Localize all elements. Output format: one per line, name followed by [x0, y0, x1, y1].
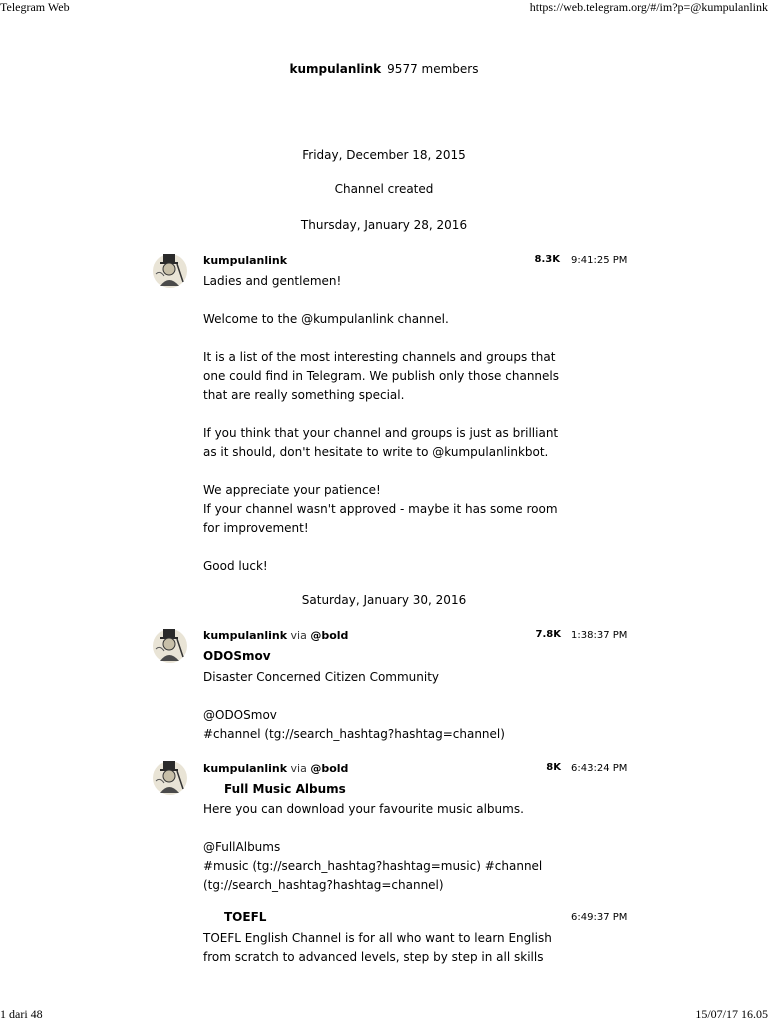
message-header [203, 254, 287, 267]
card-title[interactable]: ODOSmov [203, 649, 271, 663]
message-text: Ladies and gentlemen! Welcome to the @kumpulanlink channel. It is a list of the most interesting channels and groups that one could find in Telegram. We publish only those channels that are really something special. If you think that your channel and groups is just as brilliant as it should, don't hesitate to write to @kumpulanlinkbot. We appreciate your patience! If your channel wasn't approved - maybe it has some room for improvement! Good luck! [203, 274, 559, 573]
message-header [203, 629, 348, 642]
via-label: via [290, 629, 307, 642]
message-text: TOEFL English Channel is for all who want to learn English from scratch to advanced levels, step by step in all skills [203, 931, 552, 964]
card-title[interactable]: TOEFL [224, 910, 267, 924]
print-footer-datetime: 15/07/17 16.05 [695, 1007, 768, 1021]
service-message: Channel created [334, 182, 434, 196]
date-separator: Friday, December 18, 2015 [302, 148, 466, 162]
message-text: Here you can download your favourite music albums. @FullAlbums #music (tg://search_hashtag?hashtag=music) #channel (tg://search_hashtag?hashtag=channel) [203, 802, 543, 892]
member-count: 9577 members [387, 62, 479, 76]
vintage-man-tophat-avatar-icon[interactable] [152, 252, 188, 290]
message-time: 6:43:24 PM [571, 763, 628, 774]
message-time: 9:41:25 PM [571, 255, 628, 266]
via-bot-link[interactable]: @bold [310, 762, 349, 775]
card-title[interactable]: Full Music Albums [224, 782, 346, 796]
vintage-man-tophat-avatar-icon[interactable] [152, 627, 188, 665]
via-bot-link[interactable]: @bold [310, 629, 349, 642]
print-footer-page: 1 dari 48 [0, 1007, 43, 1021]
print-header-title: Telegram Web [0, 0, 70, 14]
via-label: via [290, 762, 307, 775]
date-separator: Saturday, January 30, 2016 [301, 593, 467, 607]
message-time: 1:38:37 PM [571, 630, 628, 641]
message-author[interactable]: kumpulanlink [203, 629, 288, 642]
vintage-man-tophat-avatar-icon[interactable] [152, 759, 188, 797]
print-header-url: https://web.telegram.org/#/im?p=@kumpulanlink [529, 0, 768, 14]
message-author[interactable]: kumpulanlink [203, 762, 288, 775]
date-separator: Thursday, January 28, 2016 [300, 218, 468, 232]
view-count: 7.8K [535, 629, 561, 640]
chat-name[interactable]: kumpulanlink [289, 62, 382, 76]
chat-header[interactable] [0, 62, 768, 76]
message-header [203, 762, 348, 775]
view-count: 8.3K [534, 254, 560, 265]
view-count: 8K [546, 762, 561, 773]
message-text: Disaster Concerned Citizen Community @ODOSmov #channel (tg://search_hashtag?hashtag=channel) [203, 670, 505, 741]
message-time: 6:49:37 PM [571, 912, 628, 923]
message-author[interactable]: kumpulanlink [203, 254, 288, 267]
